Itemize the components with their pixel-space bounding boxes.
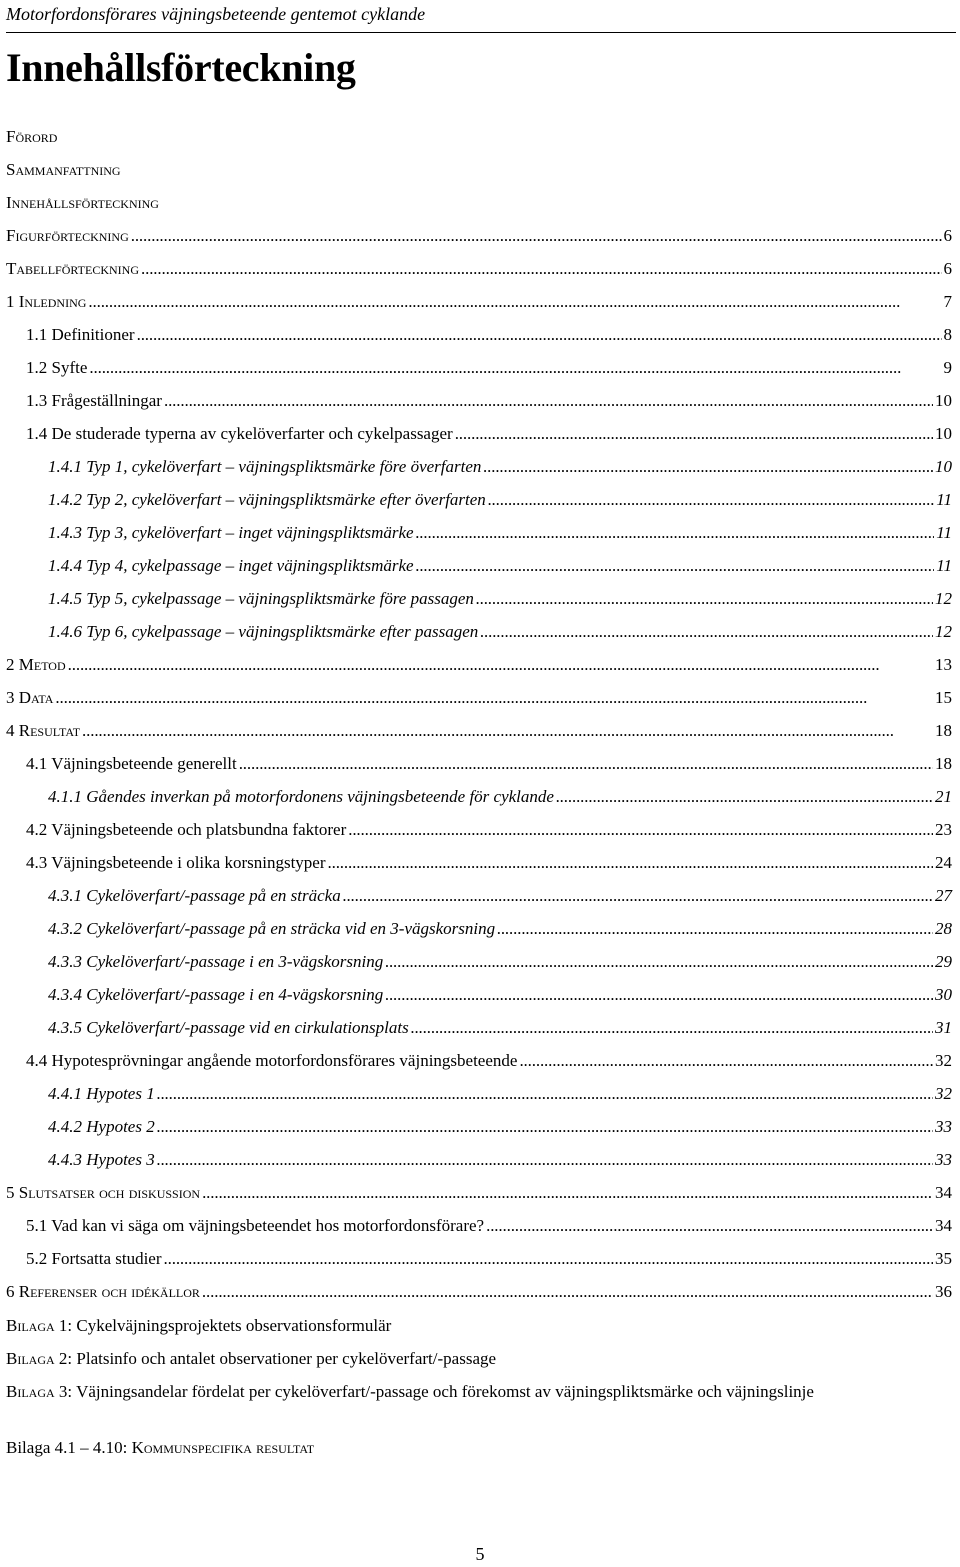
leader-dots [82, 719, 933, 743]
leader-dots [328, 851, 934, 875]
toc-entry-5-2[interactable]: 5.2 Fortsatta studier . . . 35 [26, 1247, 952, 1271]
leader-dots [411, 1016, 933, 1040]
leader-dots [89, 356, 941, 380]
toc-entry-forord[interactable]: Förord [6, 127, 58, 146]
page-ref: 11 [936, 556, 952, 575]
page-ref: 18 [935, 721, 952, 740]
leader-dots [131, 224, 942, 248]
page-ref: 30 [935, 985, 952, 1004]
page-ref: 15 [935, 688, 952, 707]
running-header [6, 2, 956, 33]
toc-entry-4-resultat[interactable]: 4 Resultat . . . 18 [6, 719, 952, 743]
leader-dots [483, 455, 933, 479]
toc-entry-1-4-2[interactable]: 1.4.2 Typ 2, cykelöverfart – väjningspliktsmärke efter överfarten . . . 11 [48, 488, 952, 512]
toc-entry-1-4-6[interactable]: 1.4.6 Typ 6, cykelpassage – väjningspliktsmärke efter passagen . . . 12 [48, 620, 952, 644]
toc-entry-1-4[interactable]: 1.4 De studerade typerna av cykelöverfarter och cykelpassager . . . 10 [26, 422, 952, 446]
leader-dots [68, 653, 933, 677]
page-ref: 6 [943, 259, 952, 278]
page-ref: 29 [935, 952, 952, 971]
toc-entry-1-4-4[interactable]: 1.4.4 Typ 4, cykelpassage – inget väjningspliktsmärke . . . 11 [48, 554, 952, 578]
page-ref: 34 [935, 1183, 952, 1202]
leader-dots [157, 1115, 933, 1139]
leader-dots [157, 1148, 933, 1172]
toc-entry-1-inledning[interactable]: 1 Inledning . . . 7 [6, 290, 952, 314]
toc-entry-4-3-2[interactable]: 4.3.2 Cykelöverfart/-passage på en sträcka vid en 3-vägskorsning . . . 28 [48, 917, 952, 941]
toc-entry-4-3-4[interactable]: 4.3.4 Cykelöverfart/-passage i en 4-vägskorsning . . . 30 [48, 983, 952, 1007]
leader-dots [157, 1082, 933, 1106]
appendix-4[interactable]: Bilaga 4.1 – 4.10: Kommunspecifika resultat [6, 1438, 315, 1457]
toc-entry-4-1-1[interactable]: 4.1.1 Gåendes inverkan på motorfordonens väjningsbeteende för cyklande . . . 21 [48, 785, 952, 809]
page-ref: 28 [935, 919, 952, 938]
leader-dots [164, 1247, 933, 1271]
page-ref: 18 [935, 754, 952, 773]
page-ref: 32 [935, 1051, 952, 1070]
appendix-2[interactable]: Bilaga 2: Platsinfo och antalet observationer per cykelöverfart/-passage [6, 1349, 497, 1368]
toc-entry-sammanfattning[interactable]: Sammanfattning [6, 160, 121, 179]
leader-dots [202, 1181, 933, 1205]
leader-dots [488, 488, 934, 512]
running-title: Motorfordonsförares väjningsbeteende gentemot cyklande [6, 4, 426, 24]
leader-dots [519, 1049, 933, 1073]
leader-dots [455, 422, 933, 446]
leader-dots [141, 257, 942, 281]
toc-entry-6-referenser[interactable]: 6 Referenser och idékällor . . . 36 [6, 1280, 952, 1304]
page-ref: 33 [935, 1150, 952, 1169]
toc-entry-figurforteckning[interactable]: Figurförteckning . . . 6 [6, 224, 952, 248]
page-ref: 12 [935, 622, 952, 641]
leader-dots [343, 884, 933, 908]
leader-dots [556, 785, 933, 809]
page-ref: 27 [935, 886, 952, 905]
page-ref: 21 [935, 787, 952, 806]
toc-entry-4-4-1[interactable]: 4.4.1 Hypotes 1 . . . 32 [48, 1082, 952, 1106]
leader-dots [239, 752, 933, 776]
toc-entry-1-4-3[interactable]: 1.4.3 Typ 3, cykelöverfart – inget väjningspliktsmärke . . . 11 [48, 521, 952, 545]
toc-entry-4-3-5[interactable]: 4.3.5 Cykelöverfart/-passage vid en cirkulationsplats . . . 31 [48, 1016, 952, 1040]
toc-entry-4-3[interactable]: 4.3 Väjningsbeteende i olika korsningstyper . . . 24 [26, 851, 952, 875]
toc-entry-4-4[interactable]: 4.4 Hypotesprövningar angående motorfordonsförares väjningsbeteende . . . 32 [26, 1049, 952, 1073]
toc-entry-tabellforteckning[interactable]: Tabellförteckning . . . 6 [6, 257, 952, 281]
toc-entry-1-2[interactable]: 1.2 Syfte . . . 9 [26, 356, 952, 380]
page-ref: 10 [935, 391, 952, 410]
leader-dots [486, 1214, 933, 1238]
page-ref: 36 [935, 1282, 952, 1301]
leader-dots [202, 1280, 933, 1304]
leader-dots [164, 389, 933, 413]
page-title: Innehållsförteckning [6, 45, 356, 90]
page-ref: 35 [935, 1249, 952, 1268]
toc-entry-4-4-3[interactable]: 4.4.3 Hypotes 3 . . . 33 [48, 1148, 952, 1172]
leader-dots [385, 950, 933, 974]
toc-entry-1-1[interactable]: 1.1 Definitioner . . . 8 [26, 323, 952, 347]
page-ref: 6 [943, 226, 952, 245]
toc-entry-4-4-2[interactable]: 4.4.2 Hypotes 2 . . . 33 [48, 1115, 952, 1139]
toc-entry-5-slutsatser[interactable]: 5 Slutsatser och diskussion . . . 34 [6, 1181, 952, 1205]
page-ref: 10 [935, 457, 952, 476]
page-ref: 12 [935, 589, 952, 608]
page-ref: 8 [943, 325, 952, 344]
page-ref: 9 [943, 358, 952, 377]
page-ref: 13 [935, 655, 952, 674]
leader-dots [476, 587, 933, 611]
leader-dots [137, 323, 942, 347]
page-ref: 32 [935, 1084, 952, 1103]
page-ref: 10 [935, 424, 952, 443]
appendix-3[interactable]: Bilaga 3: Väjningsandelar fördelat per cykelöverfart/-passage och förekomst av väjningspliktsmärke och väjningslinje [6, 1382, 814, 1401]
toc-entry-1-3[interactable]: 1.3 Frågeställningar . . . 10 [26, 389, 952, 413]
toc-entry-5-1[interactable]: 5.1 Vad kan vi säga om väjningsbeteendet hos motorfordonsförare? . . . 34 [26, 1214, 952, 1238]
page-ref: 31 [935, 1018, 952, 1037]
toc-entry-innehallsforteckning[interactable]: Innehållsförteckning [6, 193, 159, 212]
page-ref: 11 [936, 490, 952, 509]
toc-entry-2-metod[interactable]: 2 Metod . . . 13 [6, 653, 952, 677]
appendix-1[interactable]: Bilaga 1: Cykelväjningsprojektets observationsformulär [6, 1316, 392, 1335]
page-ref: 33 [935, 1117, 952, 1136]
toc-entry-4-1[interactable]: 4.1 Väjningsbeteende generellt . . . 18 [26, 752, 952, 776]
page-ref: 24 [935, 853, 952, 872]
toc-entry-4-3-1[interactable]: 4.3.1 Cykelöverfart/-passage på en sträcka . . . 27 [48, 884, 952, 908]
toc-entry-1-4-1[interactable]: 1.4.1 Typ 1, cykelöverfart – väjningspliktsmärke före överfarten . . . 10 [48, 455, 952, 479]
leader-dots [497, 917, 933, 941]
toc-entry-1-4-5[interactable]: 1.4.5 Typ 5, cykelpassage – väjningspliktsmärke före passagen . . . 12 [48, 587, 952, 611]
toc-entry-4-2[interactable]: 4.2 Väjningsbeteende och platsbundna faktorer . . . 23 [26, 818, 952, 842]
leader-dots [416, 554, 935, 578]
page-ref: 34 [935, 1216, 952, 1235]
toc-entry-3-data[interactable]: 3 Data . . . 15 [6, 686, 952, 710]
leader-dots [88, 290, 941, 314]
leader-dots [348, 818, 933, 842]
leader-dots [480, 620, 933, 644]
toc-entry-4-3-3[interactable]: 4.3.3 Cykelöverfart/-passage i en 3-vägskorsning . . . 29 [48, 950, 952, 974]
leader-dots [55, 686, 933, 710]
page-ref: 23 [935, 820, 952, 839]
page-ref: 11 [936, 523, 952, 542]
leader-dots [385, 983, 933, 1007]
page-number: 5 [475, 1544, 485, 1564]
page-ref: 7 [943, 292, 952, 311]
leader-dots [416, 521, 935, 545]
